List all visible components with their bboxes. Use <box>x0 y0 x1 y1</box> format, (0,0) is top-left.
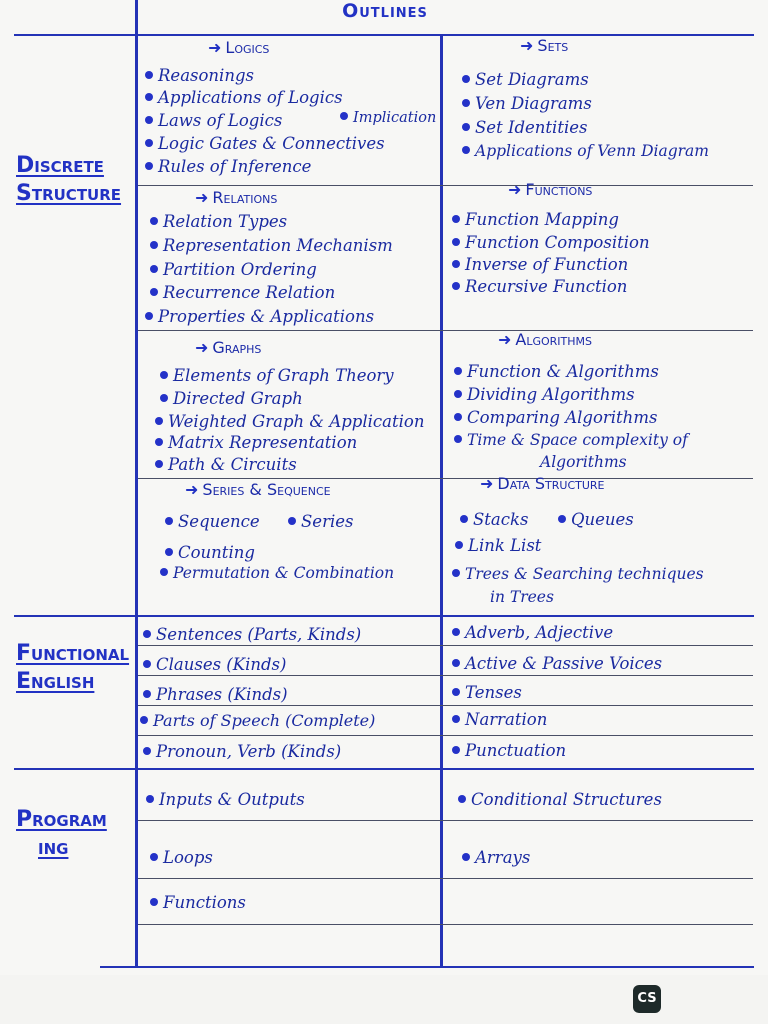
list-item-label: Function Mapping <box>465 210 619 229</box>
bullet-icon <box>460 515 468 523</box>
bullet-icon <box>165 517 173 525</box>
arrow-icon: ➜ <box>508 180 522 199</box>
list-item <box>150 214 287 231</box>
list-item <box>452 212 619 229</box>
list-item <box>160 566 394 582</box>
list-item <box>150 285 335 302</box>
bullet-icon <box>452 659 460 667</box>
arrow-icon: ➜ <box>195 338 209 357</box>
list-item <box>150 850 213 867</box>
list-item-label: Sequence <box>178 512 260 531</box>
list-item-label: Inverse of Function <box>465 255 629 274</box>
rule-row-1 <box>138 185 753 186</box>
heading-graphs-label: Graphs <box>212 338 262 357</box>
list-item <box>462 144 709 160</box>
list-item-label: Reasonings <box>158 66 254 85</box>
heading-data-structure <box>480 474 605 493</box>
list-item-label: Loops <box>163 848 213 867</box>
bullet-icon <box>165 548 173 556</box>
list-item <box>454 433 688 449</box>
subject-programming <box>16 806 107 861</box>
heading-sets <box>520 36 568 55</box>
subject-discrete-line-2: Structure <box>16 180 122 206</box>
list-item-label: Applications of Venn Diagram <box>475 142 709 160</box>
list-item <box>160 368 394 385</box>
rule-bottom <box>100 966 754 968</box>
list-item <box>165 512 260 531</box>
bullet-icon <box>150 898 158 906</box>
list-item <box>458 792 662 809</box>
page-title: Outlines <box>342 0 428 22</box>
heading-algorithms <box>498 330 592 349</box>
bullet-icon <box>452 569 460 577</box>
list-item <box>150 238 393 255</box>
list-item-label: Counting <box>178 543 255 562</box>
arrow-icon: ➜ <box>480 474 494 493</box>
list-item <box>462 72 589 89</box>
list-item-label: Directed Graph <box>173 389 303 408</box>
list-item <box>454 364 659 381</box>
rule-row-3 <box>138 478 753 479</box>
list-item <box>143 744 341 761</box>
bullet-icon <box>558 515 566 523</box>
rule-prog-2 <box>138 878 753 879</box>
list-item-label: Permutation & Combination <box>173 564 395 582</box>
list-item-label: Function & Algorithms <box>467 362 659 381</box>
list-item <box>143 627 361 644</box>
bullet-icon <box>145 71 153 79</box>
list-item-label: Implication <box>353 110 437 126</box>
list-item-label: Conditional Structures <box>471 790 662 809</box>
list-item-label: Queues <box>571 510 634 529</box>
list-item-label: Comparing Algorithms <box>467 408 658 427</box>
list-item <box>558 510 634 529</box>
rule-section-programming <box>14 768 754 770</box>
rule-eng-2 <box>138 675 753 676</box>
rule-row-2 <box>138 330 753 331</box>
bullet-icon <box>155 460 163 468</box>
bullet-icon <box>150 217 158 225</box>
list-item-label: Function Composition <box>465 233 650 252</box>
list-item <box>452 257 628 274</box>
bullet-icon <box>140 716 148 724</box>
list-item-label: Stacks <box>473 510 529 529</box>
list-item-continuation: Algorithms <box>540 453 627 471</box>
list-item-continuation: in Trees <box>490 588 554 606</box>
bullet-icon <box>452 215 460 223</box>
arrow-icon: ➜ <box>498 330 512 349</box>
heading-data-structure-label: Data Structure <box>497 474 605 493</box>
list-item-label: Ven Diagrams <box>475 94 592 113</box>
heading-sets-label: Sets <box>537 36 569 55</box>
bullet-icon <box>462 75 470 83</box>
list-item-label: Series <box>301 512 354 531</box>
divider-subject-column <box>135 0 138 968</box>
bullet-icon <box>160 394 168 402</box>
list-item-label: Recurrence Relation <box>163 283 336 302</box>
bullet-icon <box>462 146 470 154</box>
list-item-label: Representation Mechanism <box>163 236 393 255</box>
list-item <box>145 68 254 85</box>
list-item <box>454 410 657 427</box>
bullet-icon <box>452 282 460 290</box>
heading-algorithms-label: Algorithms <box>515 330 593 349</box>
bullet-icon <box>458 795 466 803</box>
list-item-label: Link List <box>468 536 542 555</box>
subject-discrete-line-1: Discrete <box>16 153 104 178</box>
list-item-label: Functions <box>163 893 246 912</box>
bullet-icon <box>462 853 470 861</box>
bullet-icon <box>143 747 151 755</box>
list-item <box>462 850 530 867</box>
list-item <box>140 713 375 729</box>
arrow-icon: ➜ <box>208 38 222 57</box>
list-item <box>155 414 424 431</box>
list-item-label: Narration <box>465 710 548 729</box>
bullet-icon <box>143 630 151 638</box>
camscanner-logo: CS <box>633 985 661 1013</box>
bullet-icon <box>160 371 168 379</box>
list-item-label: Arrays <box>475 848 531 867</box>
bullet-icon <box>143 660 151 668</box>
list-item <box>155 435 357 452</box>
bullet-icon <box>145 162 153 170</box>
bullet-icon <box>452 715 460 723</box>
bullet-icon <box>454 435 462 443</box>
bullet-icon <box>150 265 158 273</box>
list-item-label: Properties & Applications <box>158 307 375 326</box>
list-item <box>462 120 587 137</box>
list-item <box>165 545 255 562</box>
list-item-label: Dividing Algorithms <box>467 385 635 404</box>
rule-eng-1 <box>138 645 753 646</box>
rule-eng-4 <box>138 735 753 736</box>
rule-prog-1 <box>138 820 753 821</box>
list-item <box>452 685 522 702</box>
list-item <box>150 895 246 912</box>
rule-eng-3 <box>138 705 753 706</box>
rule-section-english <box>14 615 754 617</box>
bullet-icon <box>150 288 158 296</box>
heading-relations <box>195 188 277 207</box>
list-item-label: Logic Gates & Connectives <box>158 134 385 153</box>
list-item-label: Punctuation <box>465 741 567 760</box>
list-item-label: Matrix Representation <box>168 433 358 452</box>
list-item <box>145 136 385 153</box>
heading-graphs <box>195 338 261 357</box>
list-item-label: Pronoun, Verb (Kinds) <box>156 742 342 761</box>
heading-logics-label: Logics <box>225 38 270 57</box>
subject-english-line-2: English <box>16 668 95 694</box>
bullet-icon <box>288 517 296 525</box>
list-item-label: Adverb, Adjective <box>465 623 614 642</box>
bullet-icon <box>452 688 460 696</box>
list-item-label: Active & Passive Voices <box>465 654 663 673</box>
list-item <box>452 656 662 673</box>
list-item-label: Time & Space complexity of <box>467 431 688 449</box>
bullet-icon <box>452 238 460 246</box>
list-item-label: Clauses (Kinds) <box>156 655 287 674</box>
bullet-icon <box>145 116 153 124</box>
list-item-label: Partition Ordering <box>163 260 317 279</box>
subject-english <box>16 640 129 695</box>
list-item <box>150 262 317 279</box>
heading-series <box>185 480 331 499</box>
list-item-label: Rules of Inference <box>158 157 312 176</box>
bullet-icon <box>454 413 462 421</box>
bullet-icon <box>462 99 470 107</box>
heading-relations-label: Relations <box>212 188 278 207</box>
list-item-label: Recursive Function <box>465 277 628 296</box>
list-item <box>160 391 303 408</box>
bullet-icon <box>452 628 460 636</box>
list-item <box>155 457 297 474</box>
arrow-icon: ➜ <box>195 188 209 207</box>
bullet-icon <box>454 390 462 398</box>
bullet-icon <box>462 123 470 131</box>
bullet-icon <box>155 417 163 425</box>
list-item-label: Set Diagrams <box>475 70 589 89</box>
list-item-label: Phrases (Kinds) <box>156 685 288 704</box>
list-item-label: Weighted Graph & Application <box>168 412 425 431</box>
bullet-icon <box>160 568 168 576</box>
rule-prog-3 <box>138 924 753 925</box>
arrow-icon: ➜ <box>520 36 534 55</box>
list-item-label: Tenses <box>465 683 522 702</box>
bullet-icon <box>452 260 460 268</box>
heading-logics <box>208 38 269 57</box>
bullet-icon <box>143 690 151 698</box>
list-item-label: Laws of Logics <box>158 111 283 130</box>
bullet-icon <box>150 241 158 249</box>
list-item-label: Parts of Speech (Complete) <box>153 711 376 730</box>
heading-functions <box>508 180 592 199</box>
list-item-label: Path & Circuits <box>168 455 297 474</box>
list-item <box>452 279 627 296</box>
list-item <box>143 657 286 674</box>
bullet-icon <box>452 746 460 754</box>
arrow-icon: ➜ <box>185 480 199 499</box>
list-item <box>145 159 311 176</box>
bullet-icon <box>150 853 158 861</box>
list-item <box>288 512 353 531</box>
subject-programming-line-2: ing <box>38 834 69 860</box>
list-item <box>340 111 436 126</box>
list-item-label: Elements of Graph Theory <box>173 366 394 385</box>
bullet-icon <box>454 367 462 375</box>
list-item <box>452 567 704 583</box>
list-item <box>145 113 282 130</box>
heading-functions-label: Functions <box>525 180 593 199</box>
subject-programming-line-1: Program <box>16 807 107 832</box>
list-item-label: Inputs & Outputs <box>159 790 305 809</box>
list-item <box>462 96 592 113</box>
list-item <box>460 510 528 529</box>
rule-under-title <box>14 34 754 36</box>
bullet-icon <box>145 312 153 320</box>
bullet-icon <box>146 795 154 803</box>
list-item <box>454 387 635 404</box>
list-item-label: Trees & Searching techniques <box>465 565 704 583</box>
list-item <box>143 687 288 704</box>
list-item-label: Sentences (Parts, Kinds) <box>156 625 362 644</box>
subject-discrete <box>16 152 121 207</box>
list-item <box>452 743 566 760</box>
list-item-label: Relation Types <box>163 212 288 231</box>
list-item <box>146 792 305 809</box>
list-item <box>452 625 613 642</box>
list-item <box>145 90 343 107</box>
list-item-label: Applications of Logics <box>158 88 343 107</box>
bullet-icon <box>145 139 153 147</box>
bullet-icon <box>145 93 153 101</box>
list-item <box>452 235 650 252</box>
heading-series-label: Series & Sequence <box>202 480 331 499</box>
subject-english-line-1: Functional <box>16 641 130 666</box>
divider-middle-column <box>440 36 443 966</box>
bullet-icon <box>340 112 348 120</box>
list-item <box>452 712 547 729</box>
bullet-icon <box>155 438 163 446</box>
list-item <box>455 538 541 555</box>
list-item <box>145 309 374 326</box>
list-item-label: Set Identities <box>475 118 588 137</box>
bullet-icon <box>455 541 463 549</box>
